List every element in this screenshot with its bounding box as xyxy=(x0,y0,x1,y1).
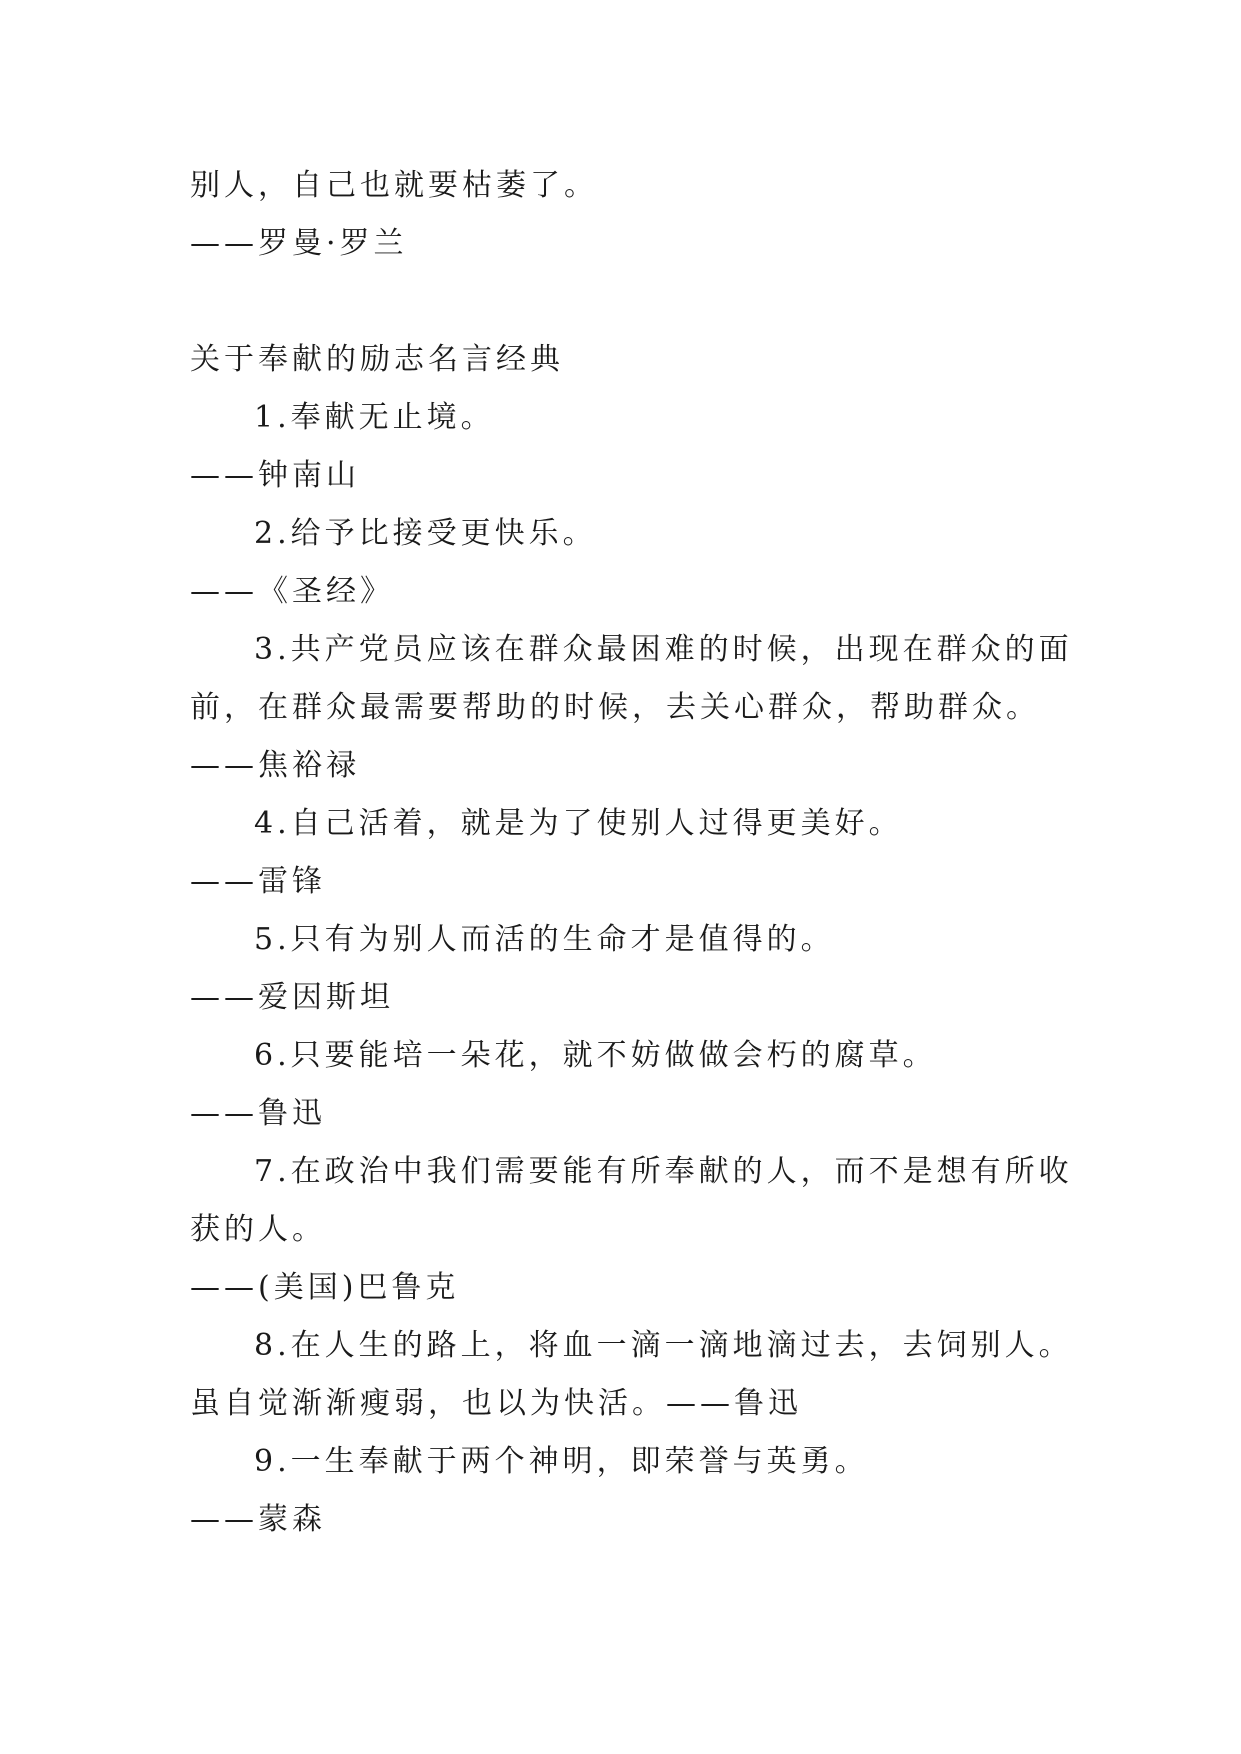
quote-6: 6.只要能培一朵花，就不妨做做会朽的腐草。 xyxy=(254,1038,937,1073)
quote-1: 1.奉献无止境。 xyxy=(254,400,495,435)
section-heading: 关于奉献的励志名言经典 xyxy=(190,342,564,377)
attribution-romain-rolland: ——罗曼·罗兰 xyxy=(190,226,408,261)
attribution-4: ——雷锋 xyxy=(190,864,326,899)
quote-7-line-1: 7.在政治中我们需要能有所奉献的人，而不是想有所收 xyxy=(254,1154,1073,1189)
attribution-3: ——焦裕禄 xyxy=(190,748,360,783)
quote-3-line-2: 前，在群众最需要帮助的时候，去关心群众，帮助群众。 xyxy=(190,690,1040,725)
attribution-6: ——鲁迅 xyxy=(190,1096,326,1131)
attribution-1: ——钟南山 xyxy=(190,458,360,493)
attribution-5: ——爱因斯坦 xyxy=(190,980,394,1015)
quote-7-line-2: 获的人。 xyxy=(190,1212,326,1247)
attribution-9: ——蒙森 xyxy=(190,1502,326,1537)
quote-5: 5.只有为别人而活的生命才是值得的。 xyxy=(254,922,835,957)
quote-9: 9.一生奉献于两个神明，即荣誉与英勇。 xyxy=(254,1444,869,1479)
quote-2: 2.给予比接受更快乐。 xyxy=(254,516,597,551)
quote-4: 4.自己活着，就是为了使别人过得更美好。 xyxy=(254,806,903,841)
text-line-continuation: 别人，自己也就要枯萎了。 xyxy=(190,168,598,203)
attribution-2: ——《圣经》 xyxy=(190,574,394,609)
quote-3-line-1: 3.共产党员应该在群众最困难的时候，出现在群众的面 xyxy=(254,632,1073,667)
quote-8-line-1: 8.在人生的路上，将血一滴一滴地滴过去，去饲别人。 xyxy=(254,1328,1073,1363)
attribution-7: ——(美国)巴鲁克 xyxy=(190,1270,460,1305)
quote-8-line-2: 虽自觉渐渐瘦弱，也以为快活。——鲁迅 xyxy=(190,1386,802,1421)
